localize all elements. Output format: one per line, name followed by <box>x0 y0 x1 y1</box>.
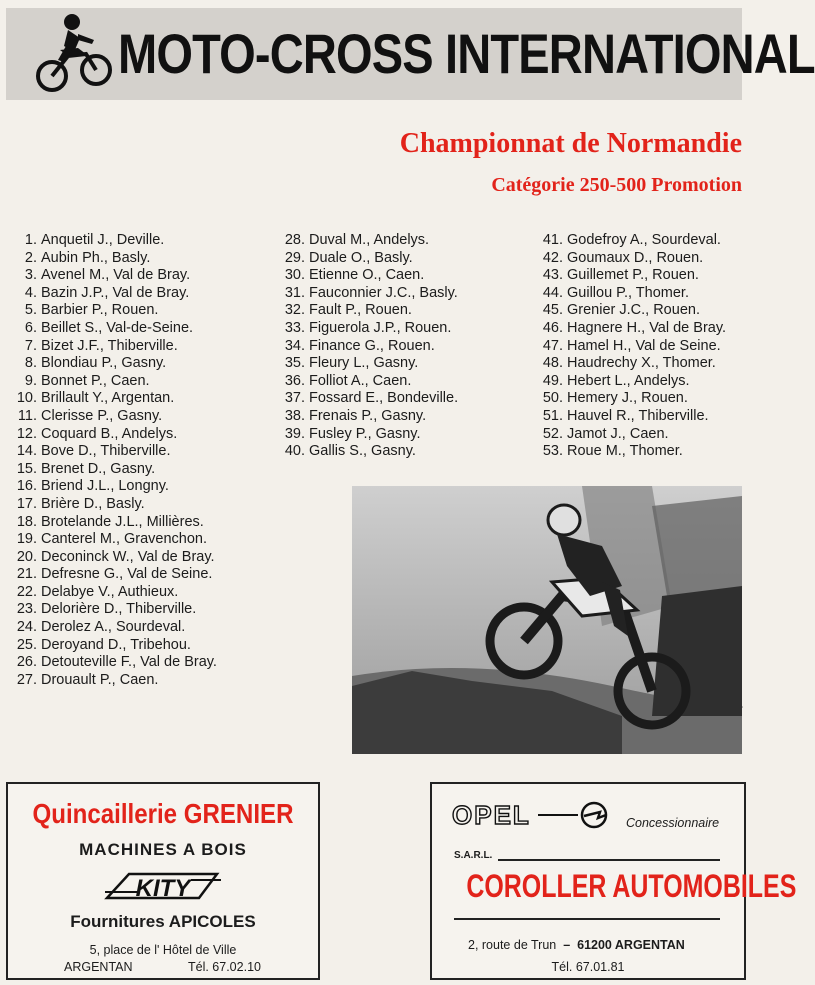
list-item: 21. Defresne G., Val de Seine. <box>16 566 213 583</box>
list-item: 50. Hemery J., Rouen. <box>542 390 688 407</box>
riders-list-column-1 <box>7 232 257 689</box>
concessionnaire-label: Concessionnaire <box>626 816 720 830</box>
riders-list-column-2 <box>275 232 458 461</box>
list-item: 4. Bazin J.P., Val de Bray. <box>24 284 190 301</box>
list-item: 32. Fault P., Rouen. <box>284 302 412 319</box>
list-item: 38. Frenais P., Gasny. <box>284 407 427 424</box>
championship-title: Championnat de Normandie <box>399 128 742 159</box>
sarl-label: S.A.R.L. <box>454 850 493 861</box>
list-item: 51. Hauvel R., Thiberville. <box>542 407 709 424</box>
list-item: 20. Deconinck W., Val de Bray. <box>16 548 215 565</box>
riders-list-column-3 <box>533 232 726 461</box>
kity-logo-text: KITY <box>135 875 191 902</box>
ad-city: ARGENTAN <box>64 960 133 974</box>
ad-phone: Tél. 67.01.81 <box>551 960 625 974</box>
list-item: 41. Godefroy A., Sourdeval. <box>542 232 721 248</box>
list-item: 33. Figuerola J.P., Rouen. <box>284 319 452 336</box>
ad-phone: Tél. 67.02.10 <box>188 960 261 974</box>
list-item: 49. Hebert L., Andelys. <box>542 372 690 389</box>
opel-logo <box>450 800 614 830</box>
list-item: 42. Goumaux D., Rouen. <box>542 249 704 266</box>
ad-address: 2, route de Trun – 61200 ARGENTAN <box>468 938 685 952</box>
list-item: 43. Guillemet P., Rouen. <box>542 267 699 284</box>
list-item: 39. Fusley P., Gasny. <box>284 425 421 442</box>
list-item: 11. Clerisse P., Gasny. <box>17 407 163 424</box>
list-item: 53. Roue M., Thomer. <box>542 443 683 460</box>
list-item: 24. Derolez A., Sourdeval. <box>16 619 186 636</box>
list-item: 36. Folliot A., Caen. <box>284 372 412 389</box>
list-item: 6. Beillet S., Val-de-Seine. <box>24 319 194 336</box>
list-item: 31. Fauconnier J.C., Basly. <box>284 284 458 301</box>
list-item: 52. Jamot J., Caen. <box>542 425 669 442</box>
list-item: 17. Brière D., Basly. <box>16 495 145 512</box>
list-item: 12. Coquard B., Andelys. <box>16 425 178 442</box>
list-item: 23. Delorière D., Thiberville. <box>16 601 197 618</box>
ad-title: Quincaillerie GRENIER <box>32 798 294 829</box>
category-title: Catégorie 250-500 Promotion <box>491 174 742 196</box>
list-item: 25. Deroyand D., Tribehou. <box>16 636 191 653</box>
divider <box>454 918 720 920</box>
list-item: 1. Anquetil J., Deville. <box>24 232 165 248</box>
ad-quincaillerie-grenier <box>6 782 320 980</box>
kity-logo <box>103 868 223 904</box>
list-item: 22. Delabye V., Authieux. <box>16 583 179 600</box>
ad-machines-label: MACHINES A BOIS <box>79 840 247 859</box>
list-item: 46. Hagnere H., Val de Bray. <box>542 319 727 336</box>
list-item: 8. Blondiau P., Gasny. <box>24 355 167 372</box>
motocross-rider-icon <box>34 10 114 98</box>
ad-address: 5, place de l' Hôtel de Ville <box>89 943 237 957</box>
list-item: 35. Fleury L., Gasny. <box>284 355 419 372</box>
list-item: 15. Brenet D., Gasny. <box>16 460 156 477</box>
header-banner <box>6 8 815 100</box>
list-item: 3. Avenel M., Val de Bray. <box>24 267 191 284</box>
list-item: 45. Grenier J.C., Rouen. <box>542 302 700 319</box>
list-item: 9. Bonnet P., Caen. <box>24 372 150 389</box>
list-item: 2. Aubin Ph., Basly. <box>24 249 151 266</box>
list-item: 10. Brillault Y., Argentan. <box>16 390 175 407</box>
opel-logo-text: OPEL <box>452 800 531 830</box>
list-item: 14. Bove D., Thiberville. <box>16 443 171 460</box>
list-item: 30. Etienne O., Caen. <box>284 267 425 284</box>
ad-fournitures-label: Fournitures APICOLES <box>70 912 256 931</box>
ad-title: COROLLER AUTOMOBILES <box>466 868 797 904</box>
page-title: MOTO-CROSS INTERNATIONAL <box>118 22 815 85</box>
list-item: 44. Guillou P., Thomer. <box>542 284 689 301</box>
list-item: 26. Detouteville F., Val de Bray. <box>16 654 217 671</box>
list-item: 16. Briend J.L., Longny. <box>16 478 169 495</box>
list-item: 48. Haudrechy X., Thomer. <box>542 355 716 372</box>
list-item: 37. Fossard E., Bondeville. <box>284 390 459 407</box>
list-item: 19. Canterel M., Gravenchon. <box>16 531 208 548</box>
ad-coroller-automobiles <box>430 782 797 980</box>
list-item: 27. Drouault P., Caen. <box>16 671 159 688</box>
list-item: 29. Duale O., Basly. <box>284 249 413 266</box>
list-item: 34. Finance G., Rouen. <box>284 337 435 354</box>
list-item: 40. Gallis S., Gasny. <box>284 443 416 460</box>
divider <box>498 859 720 861</box>
list-item: 28. Duval M., Andelys. <box>284 232 430 248</box>
list-item: 5. Barbier P., Rouen. <box>24 302 159 319</box>
list-item: 18. Brotelande J.L., Millières. <box>16 513 204 530</box>
list-item: 47. Hamel H., Val de Seine. <box>542 337 721 354</box>
list-item: 7. Bizet J.F., Thiberville. <box>24 337 178 354</box>
motocross-jump-photo <box>352 486 742 754</box>
